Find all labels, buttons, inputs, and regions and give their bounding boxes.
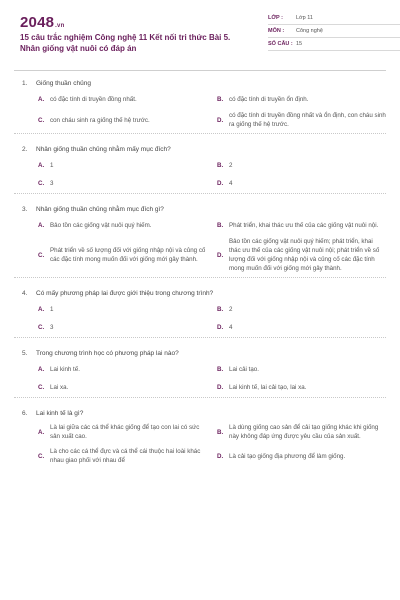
option-text: 2 bbox=[229, 161, 233, 169]
option-d[interactable] bbox=[217, 111, 386, 129]
options bbox=[14, 159, 386, 189]
option-letter: C. bbox=[38, 116, 45, 124]
option-letter: A. bbox=[38, 305, 45, 313]
option-letter: D. bbox=[217, 179, 224, 187]
options bbox=[14, 303, 386, 333]
option-b[interactable] bbox=[217, 159, 386, 171]
option-a[interactable] bbox=[38, 303, 207, 315]
option-b[interactable] bbox=[217, 363, 386, 375]
question-number: 3. bbox=[22, 206, 28, 213]
question-text bbox=[14, 76, 386, 93]
question-number: 2. bbox=[22, 146, 28, 153]
question-6 bbox=[14, 406, 386, 465]
question-stem: Nhân giống thuần chủng nhằm mấy mục đích? bbox=[36, 146, 171, 153]
meta-key: SỐ CÂU : bbox=[268, 41, 293, 47]
option-b[interactable] bbox=[217, 93, 386, 105]
option-letter: C. bbox=[38, 251, 45, 259]
option-letter: B. bbox=[217, 428, 224, 436]
option-letter: A. bbox=[38, 95, 45, 103]
header-divider bbox=[14, 70, 386, 71]
option-c[interactable] bbox=[38, 381, 207, 393]
option-text: 1 bbox=[50, 305, 54, 313]
option-letter: D. bbox=[217, 116, 224, 124]
option-a[interactable] bbox=[38, 93, 207, 105]
question-1 bbox=[14, 76, 386, 134]
option-text: Lai cải tạo. bbox=[229, 365, 259, 373]
option-text: Phát triển về số lượng đối với giống nhập nội và củng cố các đặc tính mong muốn đối với giống mới gây thành. bbox=[50, 247, 206, 263]
option-text: Là dùng giống cao sản để cải tạo giống khác khi giống này không đáp ứng được yêu cầu của sản xuất. bbox=[229, 424, 379, 440]
option-letter: D. bbox=[217, 383, 224, 391]
option-text: Là cải tạo giống địa phương để làm giống. bbox=[229, 452, 346, 460]
option-c[interactable] bbox=[38, 177, 207, 189]
question-divider bbox=[14, 397, 386, 398]
question-4 bbox=[14, 286, 386, 338]
question-divider bbox=[14, 337, 386, 338]
option-letter: C. bbox=[38, 383, 45, 391]
option-b[interactable] bbox=[217, 423, 386, 441]
logo-sub-text: .vn bbox=[55, 23, 65, 29]
question-stem: Trong chương trình học có phương pháp lai nào? bbox=[36, 350, 179, 357]
option-d[interactable] bbox=[217, 381, 386, 393]
option-letter: A. bbox=[38, 428, 45, 436]
option-d[interactable] bbox=[217, 321, 386, 333]
meta-value: 15 bbox=[296, 41, 303, 47]
option-text: Bảo tồn các giống vật nuôi quý hiếm. bbox=[50, 221, 152, 229]
question-3 bbox=[14, 202, 386, 278]
option-text: Lai kinh tế, lai cải tạo, lai xa. bbox=[229, 383, 307, 391]
question-stem: Giống thuần chủng bbox=[36, 80, 91, 87]
meta-row-count bbox=[268, 38, 400, 51]
option-text: 4 bbox=[229, 323, 233, 331]
option-text: 3 bbox=[50, 323, 54, 331]
option-letter: B. bbox=[217, 365, 224, 373]
option-letter: C. bbox=[38, 452, 45, 460]
options bbox=[14, 93, 386, 129]
meta-row-subject bbox=[268, 25, 400, 38]
question-list bbox=[14, 76, 386, 473]
option-b[interactable] bbox=[217, 303, 386, 315]
question-divider bbox=[14, 193, 386, 194]
meta-row-class bbox=[268, 12, 400, 25]
option-letter: A. bbox=[38, 365, 45, 373]
document-title: 15 câu trắc nghiệm Công nghệ 11 Kết nối tri thức Bài 5. Nhân giống vật nuôi có đáp án bbox=[20, 33, 231, 53]
option-text: có đặc tính di truyền đồng nhất và ổn định, con cháu sinh ra giống thế hệ trước. bbox=[229, 112, 386, 128]
option-text: Là lai giữa các cá thể khác giống để tạo con lai có sức sản xuất cao. bbox=[50, 424, 200, 440]
option-a[interactable] bbox=[38, 159, 207, 171]
question-text bbox=[14, 346, 386, 363]
option-a[interactable] bbox=[38, 423, 207, 441]
question-text bbox=[14, 286, 386, 303]
option-text: con cháu sinh ra giống thế hệ trước. bbox=[50, 116, 150, 124]
options bbox=[14, 423, 386, 465]
option-text: Là cho các cá thể đực và cá thể cái thuộc hai loài khác nhau giao phối với nhau để bbox=[50, 448, 201, 464]
option-a[interactable] bbox=[38, 363, 207, 375]
option-c[interactable] bbox=[38, 321, 207, 333]
option-text: 2 bbox=[229, 305, 233, 313]
question-number: 1. bbox=[22, 80, 28, 87]
meta-value: Lớp 11 bbox=[296, 15, 313, 21]
meta-key: LỚP : bbox=[268, 15, 283, 21]
document-meta bbox=[268, 12, 400, 51]
option-letter: A. bbox=[38, 161, 45, 169]
document-header bbox=[14, 0, 386, 66]
options bbox=[14, 219, 386, 273]
option-text: Phát triển, khai thác ưu thế của các giống vật nuôi nội. bbox=[229, 221, 379, 229]
meta-key: MÔN : bbox=[268, 28, 285, 34]
option-letter: B. bbox=[217, 161, 224, 169]
question-text bbox=[14, 406, 386, 423]
option-text: Bảo tồn các giống vật nuôi quý hiếm; phát triển, khai thác ưu thế của các giống vật nuôi nội; phát triển về số lượng đối với giống nhập nội và củng cố các đặc tính mong muốn đối với giống mới gây thành. bbox=[229, 238, 380, 272]
option-c[interactable] bbox=[38, 237, 207, 273]
option-text: có đặc tính di truyền ổn định. bbox=[229, 95, 309, 103]
question-stem: Lai kinh tế là gì? bbox=[36, 410, 84, 417]
option-d[interactable] bbox=[217, 177, 386, 189]
site-logo[interactable] bbox=[20, 14, 64, 31]
option-letter: B. bbox=[217, 305, 224, 313]
option-text: 3 bbox=[50, 179, 54, 187]
question-number: 4. bbox=[22, 290, 28, 297]
question-2 bbox=[14, 142, 386, 194]
question-divider bbox=[14, 133, 386, 134]
option-letter: B. bbox=[217, 221, 224, 229]
option-letter: A. bbox=[38, 221, 45, 229]
option-text: có đặc tính di truyền đồng nhất. bbox=[50, 95, 137, 103]
question-number: 5. bbox=[22, 350, 28, 357]
option-b[interactable] bbox=[217, 219, 386, 231]
question-text bbox=[14, 202, 386, 219]
option-letter: C. bbox=[38, 323, 45, 331]
question-5 bbox=[14, 346, 386, 398]
option-c[interactable] bbox=[38, 447, 207, 465]
option-text: Lai xa. bbox=[50, 383, 69, 391]
options bbox=[14, 363, 386, 393]
question-divider bbox=[14, 277, 386, 278]
option-letter: D. bbox=[217, 452, 224, 460]
option-a[interactable] bbox=[38, 219, 207, 231]
question-text bbox=[14, 142, 386, 159]
option-text: Lai kinh tế. bbox=[50, 365, 80, 373]
option-letter: C. bbox=[38, 179, 45, 187]
question-stem: Có mấy phương pháp lai được giới thiệu trong chương trình? bbox=[36, 290, 214, 297]
option-c[interactable] bbox=[38, 111, 207, 129]
option-letter: B. bbox=[217, 95, 224, 103]
option-d[interactable] bbox=[217, 447, 386, 465]
option-letter: D. bbox=[217, 251, 224, 259]
option-text: 4 bbox=[229, 179, 233, 187]
question-stem: Nhân giống thuần chủng nhằm mục đích gì? bbox=[36, 206, 164, 213]
meta-value: Công nghệ bbox=[296, 28, 323, 34]
question-number: 6. bbox=[22, 410, 28, 417]
option-d[interactable] bbox=[217, 237, 386, 273]
option-text: 1 bbox=[50, 161, 54, 169]
option-letter: D. bbox=[217, 323, 224, 331]
logo-main-text: 2048 bbox=[20, 14, 55, 31]
